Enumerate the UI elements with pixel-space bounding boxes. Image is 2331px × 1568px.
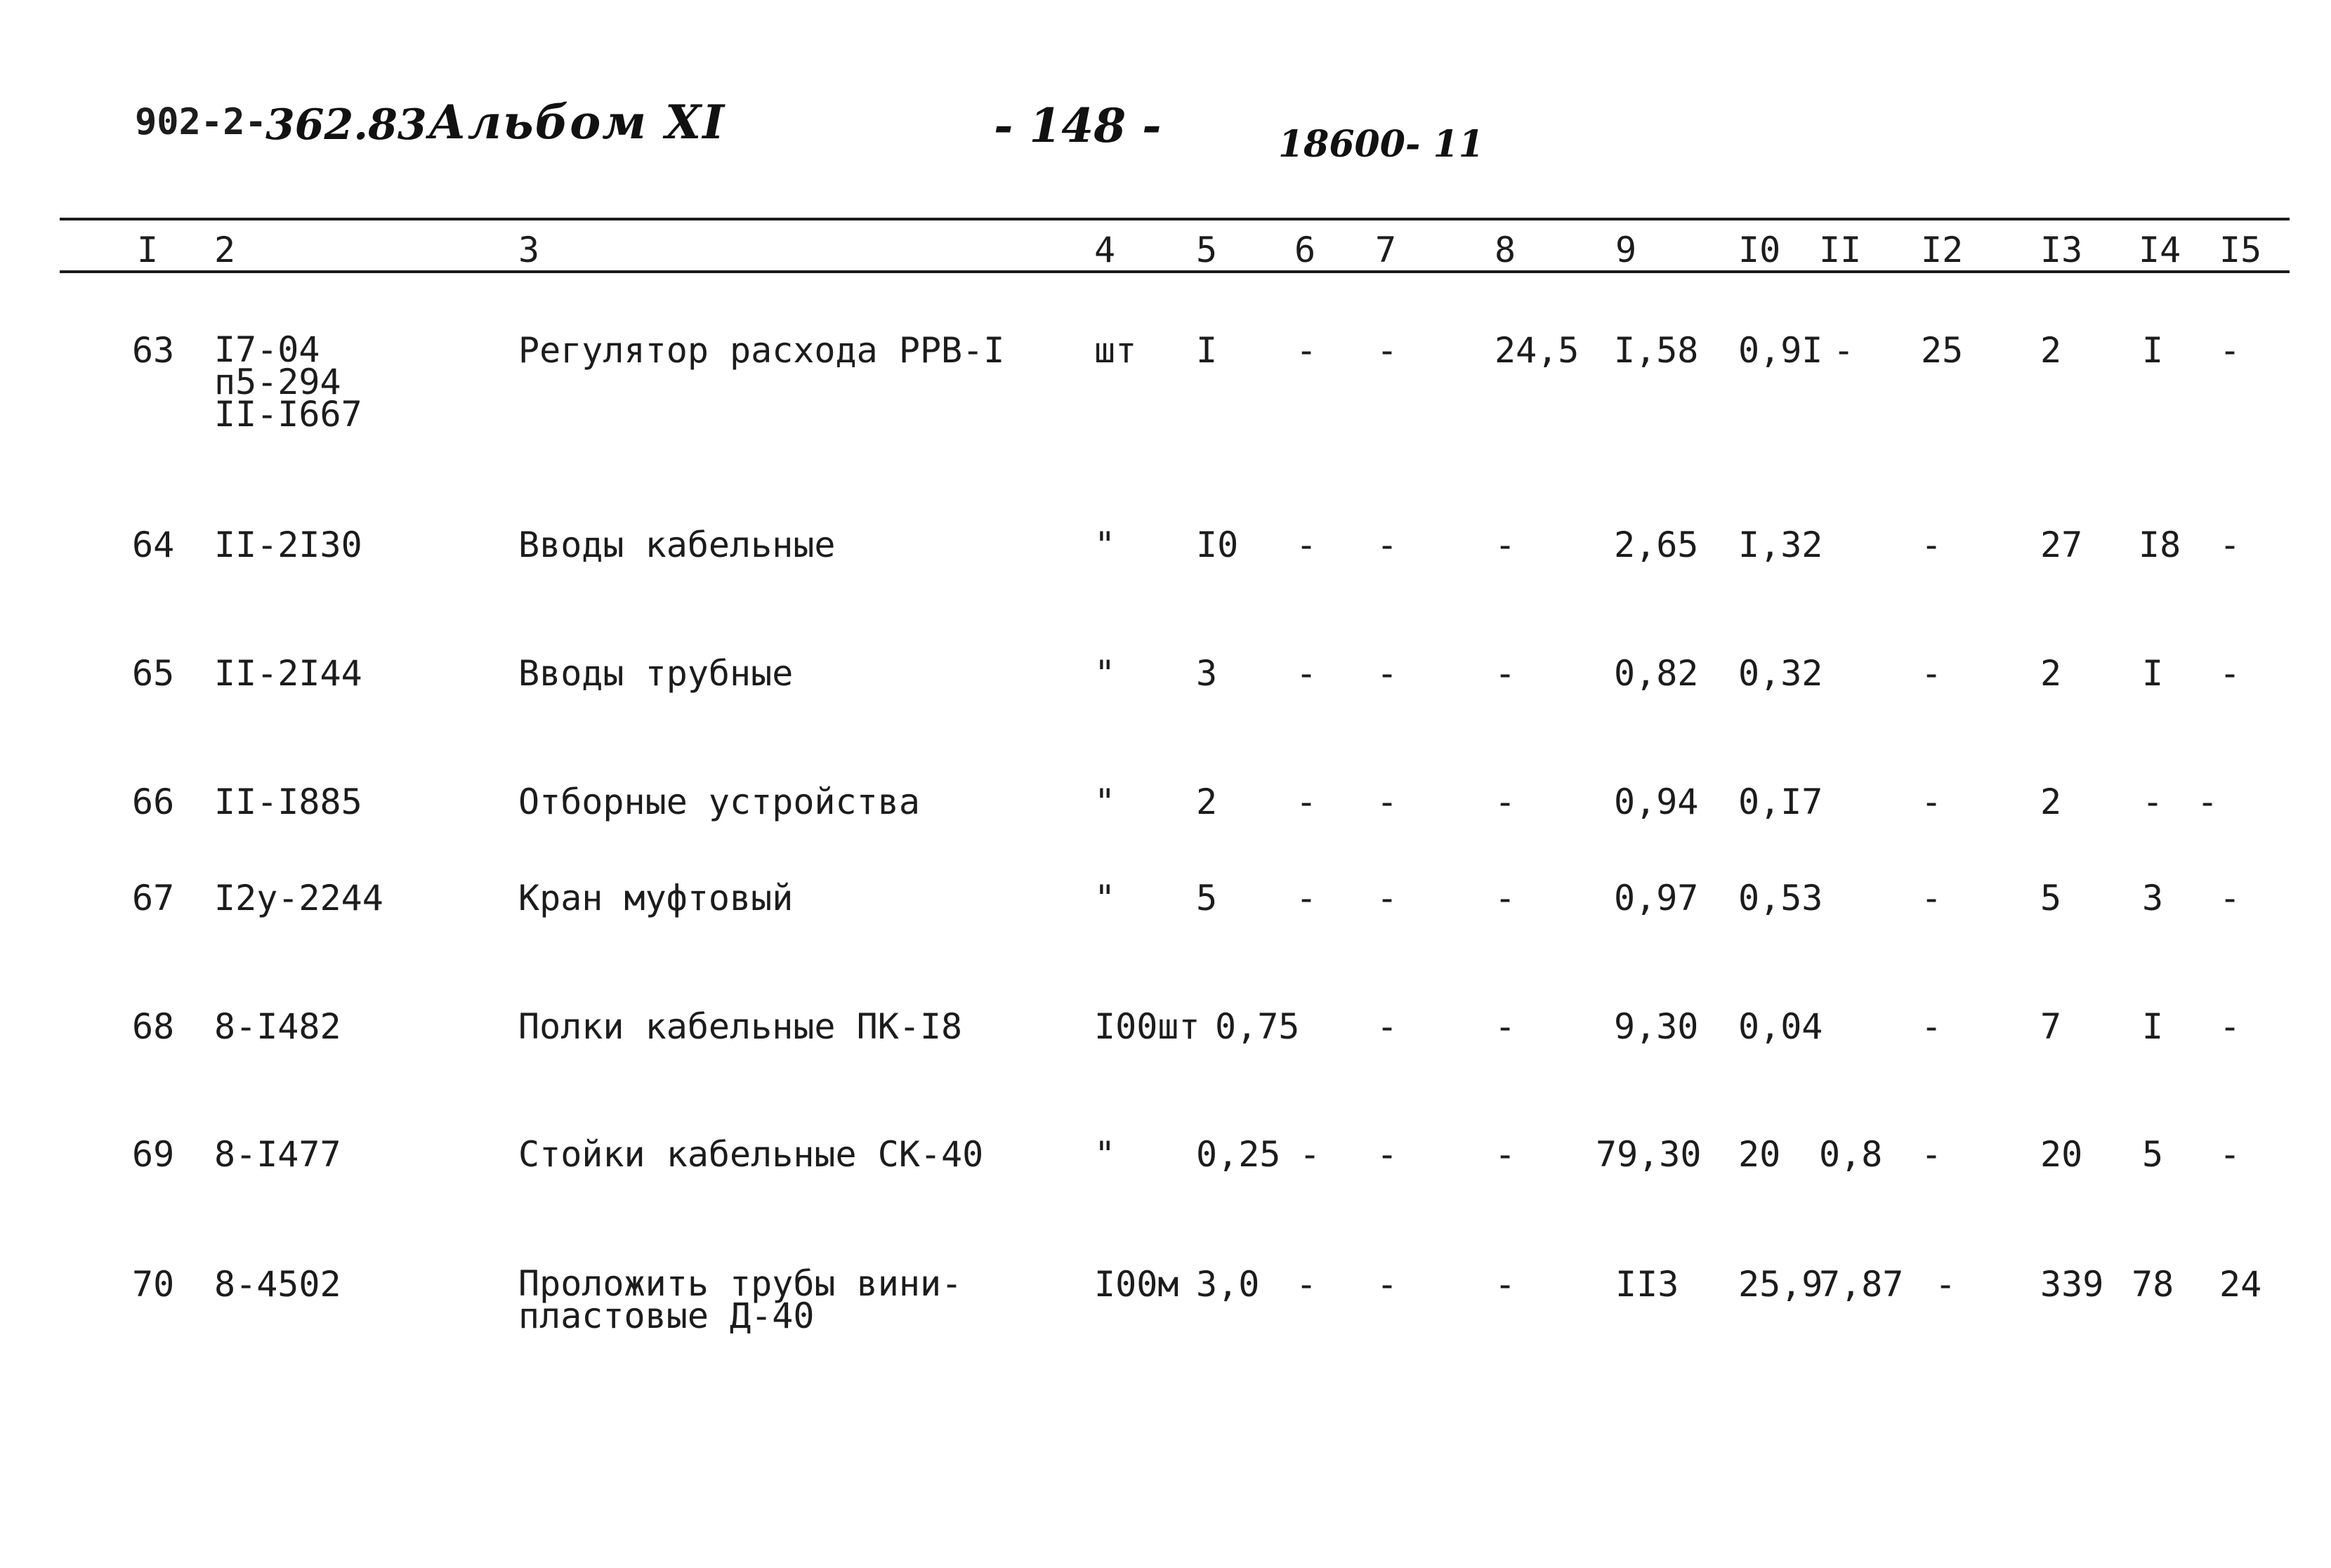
cell-col7: -: [1377, 1264, 1398, 1305]
row-name: Полки кабельные ПК-I8: [518, 1006, 963, 1047]
cell-col13: 7: [2040, 1006, 2062, 1047]
column-header: I2: [1921, 230, 1964, 270]
column-header: 7: [1375, 230, 1397, 270]
row-code: [214, 329, 362, 435]
row-number: 70: [132, 1264, 175, 1305]
cell-col5: 0,75: [1215, 1006, 1300, 1047]
cell-col5: 2: [1196, 782, 1218, 822]
table-row: [0, 782, 2331, 822]
reference-number: 18600- 11: [1278, 123, 1484, 166]
document-code: 902-2-: [135, 101, 267, 143]
cell-col7: -: [1377, 1134, 1398, 1175]
row-name: Отборные устройства: [518, 782, 920, 822]
row-number: 65: [132, 653, 175, 694]
cell-col12: -: [1921, 1006, 1943, 1047]
cell-col6: -: [1296, 525, 1318, 565]
cell-col8: -: [1495, 782, 1516, 822]
cell-col9: I,58: [1614, 330, 1699, 371]
album-label: Альбом XI: [428, 95, 726, 150]
cell-col13: 339: [2040, 1264, 2104, 1305]
cell-col14: 3: [2142, 878, 2164, 918]
cell-col14: 5: [2142, 1134, 2164, 1175]
cell-col10: 0,53: [1738, 878, 1823, 918]
cell-col15: -: [2219, 330, 2241, 371]
cell-col13: 2: [2040, 653, 2062, 694]
cell-col12: -: [1935, 1264, 1957, 1305]
cell-col12: -: [1921, 878, 1943, 918]
row-name: Кран муфтовый: [518, 878, 794, 918]
cell-col5: I: [1196, 330, 1218, 371]
row-code: II-2I30: [214, 525, 362, 565]
cell-col10: 0,I7: [1738, 782, 1823, 822]
cell-col12: -: [1921, 782, 1943, 822]
cell-col8: -: [1495, 878, 1516, 918]
cell-col7: -: [1377, 330, 1398, 371]
row-number: 63: [132, 330, 175, 371]
column-header: I0: [1738, 230, 1781, 270]
column-header: 4: [1094, 230, 1116, 270]
cell-col10: I,32: [1738, 525, 1823, 565]
cell-col8: -: [1495, 653, 1516, 694]
row-number: 68: [132, 1006, 175, 1047]
cell-col13: 2: [2040, 782, 2062, 822]
table-row: [0, 1263, 2331, 1336]
page-number: - 148 -: [994, 98, 1162, 153]
cell-col7: -: [1377, 1006, 1398, 1047]
row-unit: ": [1094, 782, 1116, 822]
column-header: 5: [1196, 230, 1218, 270]
cell-col11: -: [1833, 330, 1855, 371]
row-unit: I00шт: [1094, 1006, 1200, 1047]
column-header: 9: [1615, 230, 1637, 270]
cell-col13: 2: [2040, 330, 2062, 371]
row-code: II-2I44: [214, 653, 362, 694]
column-header: 6: [1294, 230, 1316, 270]
cell-col7: -: [1377, 878, 1398, 918]
cell-col14: I: [2142, 1006, 2164, 1047]
cell-col10: 0,04: [1738, 1006, 1823, 1047]
cell-col7: -: [1377, 653, 1398, 694]
row-name: [518, 1263, 963, 1336]
cell-col7: -: [1377, 782, 1398, 822]
row-name-line: пластовые Д-40: [518, 1296, 815, 1336]
cell-col12: 25: [1921, 330, 1964, 371]
cell-col8: -: [1495, 1264, 1516, 1305]
row-unit: ": [1094, 525, 1116, 565]
cell-col13: 20: [2040, 1134, 2083, 1175]
cell-col14: I: [2142, 330, 2164, 371]
cell-col5: 5: [1196, 878, 1218, 918]
table-row: [0, 878, 2331, 918]
row-code: I2у-2244: [214, 878, 383, 918]
cell-col8: 24,5: [1495, 330, 1580, 371]
cell-col6: -: [1299, 1134, 1321, 1175]
cell-col12: -: [1921, 653, 1943, 694]
row-unit: шт: [1094, 330, 1137, 371]
row-unit: I00м: [1094, 1264, 1179, 1305]
cell-col11: 0,8: [1819, 1134, 1883, 1175]
cell-col9: 0,97: [1614, 878, 1699, 918]
cell-col6: -: [1296, 782, 1318, 822]
cell-col8: -: [1495, 1134, 1516, 1175]
cell-col14: -: [2142, 782, 2164, 822]
cell-col6: -: [1296, 653, 1318, 694]
cell-col15: -: [2219, 653, 2241, 694]
cell-col6: -: [1296, 878, 1318, 918]
row-number: 69: [132, 1134, 175, 1175]
cell-col8: -: [1495, 525, 1516, 565]
cell-col12: -: [1921, 525, 1943, 565]
row-name: Регулятор расхода РРВ-I: [518, 330, 1005, 371]
column-header: 2: [214, 230, 236, 270]
cell-col9: 9,30: [1614, 1006, 1699, 1047]
cell-col7: -: [1377, 525, 1398, 565]
cell-col6: -: [1296, 330, 1318, 371]
cell-col10: 25,9: [1738, 1264, 1823, 1305]
cell-col15: -: [2219, 878, 2241, 918]
table-row: [0, 525, 2331, 565]
row-code-line: I7-04: [214, 329, 320, 370]
row-code: 8-I477: [214, 1134, 341, 1175]
cell-col9: 0,82: [1614, 653, 1699, 694]
row-name: Стойки кабельные СК-40: [518, 1134, 984, 1175]
cell-col15: -: [2219, 1006, 2241, 1047]
row-unit: ": [1094, 653, 1116, 694]
row-code-line: п5-294: [214, 362, 341, 402]
cell-col15: -: [2197, 782, 2219, 822]
cell-col5: 0,25: [1196, 1134, 1281, 1175]
cell-col15: 24: [2219, 1264, 2262, 1305]
column-header: 8: [1495, 230, 1516, 270]
cell-col14: I8: [2139, 525, 2181, 565]
cell-col9: 2,65: [1614, 525, 1699, 565]
column-header: II: [1819, 230, 1862, 270]
cell-col9: 79,30: [1596, 1134, 1702, 1175]
cell-col8: -: [1495, 1006, 1516, 1047]
cell-col5: 3: [1196, 653, 1218, 694]
document-code-handwritten: 362.83: [265, 100, 427, 150]
row-number: 64: [132, 525, 175, 565]
row-name: Вводы трубные: [518, 653, 794, 694]
row-code: II-I885: [214, 782, 362, 822]
cell-col15: -: [2219, 1134, 2241, 1175]
row-unit: ": [1094, 878, 1116, 918]
column-header: I5: [2219, 230, 2262, 270]
cell-col15: -: [2219, 525, 2241, 565]
cell-col10: 0,32: [1738, 653, 1823, 694]
row-name: Вводы кабельные: [518, 525, 836, 565]
column-header: 3: [518, 230, 540, 270]
cell-col10: 0,9I: [1738, 330, 1823, 371]
row-code-line: II-I667: [214, 394, 362, 435]
cell-col14: I: [2142, 653, 2164, 694]
cell-col12: -: [1921, 1134, 1943, 1175]
cell-col13: 5: [2040, 878, 2062, 918]
cell-col9: II3: [1615, 1264, 1679, 1305]
row-code: 8-4502: [214, 1264, 341, 1305]
cell-col6: -: [1296, 1264, 1318, 1305]
column-header: I3: [2040, 230, 2083, 270]
cell-col14: 78: [2132, 1264, 2174, 1305]
row-code: 8-I482: [214, 1006, 341, 1047]
column-header: I: [137, 230, 159, 270]
cell-col5: 3,0: [1196, 1264, 1260, 1305]
row-number: 66: [132, 782, 175, 822]
table-top-rule: [60, 218, 2290, 220]
cell-col5: I0: [1196, 525, 1239, 565]
cell-col10: 20: [1738, 1134, 1781, 1175]
cell-col11: 7,87: [1819, 1264, 1904, 1305]
row-name-line: Проложить трубы вини-: [518, 1263, 963, 1304]
table-header-rule: [60, 270, 2290, 273]
row-unit: ": [1094, 1134, 1116, 1175]
cell-col9: 0,94: [1614, 782, 1699, 822]
column-header: I4: [2139, 230, 2181, 270]
row-number: 67: [132, 878, 175, 918]
cell-col13: 27: [2040, 525, 2083, 565]
